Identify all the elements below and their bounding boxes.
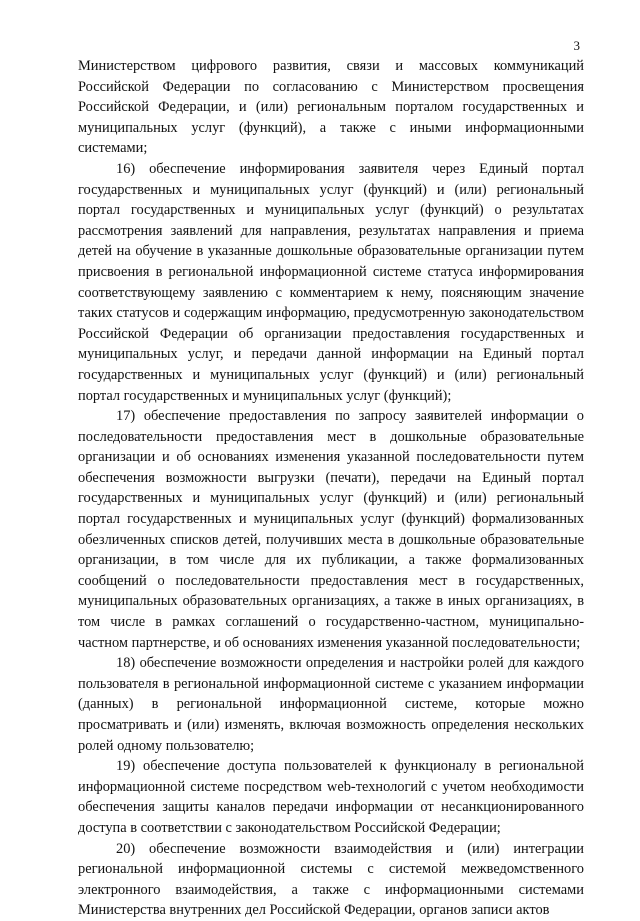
paragraph-item-18: 18) обеспечение возможности определения и настройки ролей для каждого пользователя в региональной информационной системе с указанием информации (данных) в региональной информационной системе, которые можно просматривать и (или) изменять, включая возможность определения нескольких ролей одному пользователю; xyxy=(78,655,584,754)
paragraph-item-17: 17) обеспечение предоставления по запросу заявителей информации о последовательности предоставления мест в дошкольные образовательные организации и об основаниях изменения указанной последовательности путем обеспечения возможности выгрузки (печати), передачи на Единый портал государственных и муниципальных услуг (функций) и (или) региональный портал государственных и муниципальных услуг (функций) формализованных обезличенных списков детей, получивших места в дошкольные образовательные организации, в том числе для их публикации, а также формализованных сообщений о последовательности предоставления мест в государственных, муниципальных образовательных организациях, а также в иных организациях, в том числе в рамках соглашений о государственно-частном, муниципально-частном партнерстве, и об основаниях изменения указанной последовательности; xyxy=(78,408,584,651)
paragraph-item-16: 16) обеспечение информирования заявителя через Единый портал государственных и муниципальных услуг (функций) и (или) региональный портал государственных и муниципальных услуг (функций) о результатах рассмотрения заявлений для направления, результатах направления и приема детей на обучение в указанные дошкольные образовательные организации путем присвоения в региональной информационной системе статуса информирования соответствующему заявлению с комментарием к нему, поясняющим значение таких статусов и содержащим информацию, предусмотренную законодательством Российской Федерации об организации предоставления государственных и муниципальных услуг, и передачи данной информации на Единый портал государственных и муниципальных услуг (функций) и (или) региональный портал государственных и муниципальных услуг (функций); xyxy=(78,160,584,404)
paragraph-continuation: Министерством цифрового развития, связи и массовых коммуникаций Российской Федерации по согласованию с Министерством просвещения Российской Федерации, и (или) региональным порталом государственных и муниципальных услуг (функций), а также с иными информационными системами; xyxy=(78,58,584,157)
page-number: 3 xyxy=(573,38,580,53)
document-body xyxy=(78,56,584,921)
paragraph-item-20: 20) обеспечение возможности взаимодействия и (или) интеграции региональной информационной системы с системой межведомственного электронного взаимодействия, а также с информационными системами Министерства внутренних дел Российской Федерации, органов записи актов xyxy=(78,840,584,919)
paragraph-item-19: 19) обеспечение доступа пользователей к функционалу в региональной информационной системе посредством web-технологий с учетом необходимости обеспечения защиты каналов передачи информации от несанкционированного доступа в соответствии с законодательством Российской Федерации; xyxy=(78,758,584,836)
